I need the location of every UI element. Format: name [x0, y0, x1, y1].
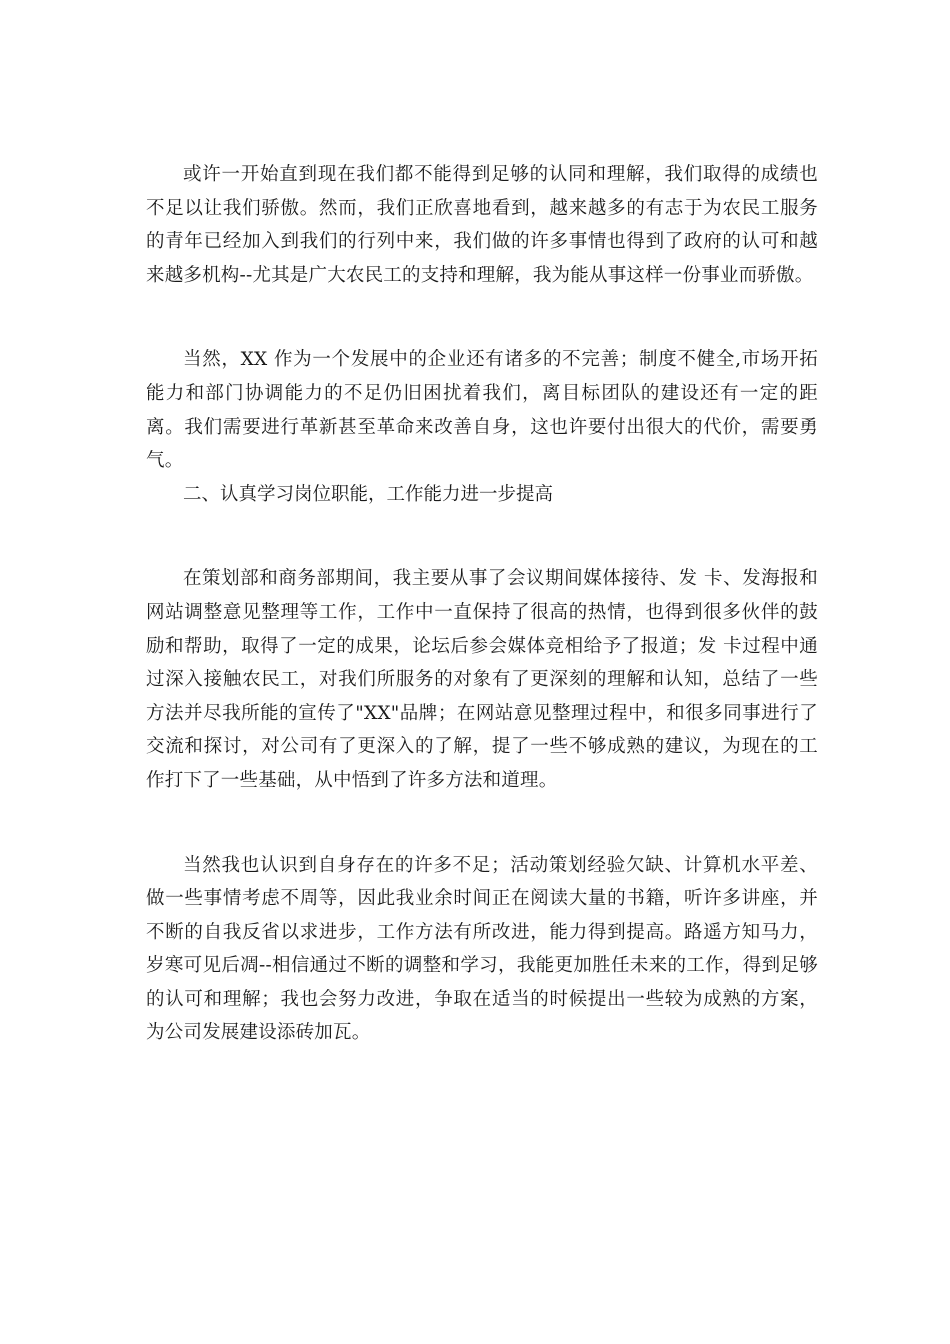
section-heading: 二、认真学习岗位职能，工作能力进一步提高: [183, 483, 554, 505]
paragraph-self-improvement: 当然我也认识到自身存在的许多不足；活动策划经验欠缺、计算机水平差、做一些事情考虑不周等，因此我业余时间正在阅读大量的书籍，听许多讲座，并不断的自我反省以求进步，工作方法有所改进，能力得到提高。路遥方知马力，岁寒可见后凋--相信通过不断的调整和学习，我能更加胜任未来的工作，得到足够的认可和理解；我也会努力改进，争取在适当的时候提出一些较为成熟的方案，为公司发展建设添砖加瓦。: [146, 854, 818, 1044]
paragraph-pride: 或许一开始直到现在我们都不能得到足够的认同和理解，我们取得的成绩也不足以让我们骄傲。然而，我们正欣喜地看到，越来越多的有志于为农民工服务的青年已经加入到我们的行列中来，我们做的许多事情也得到了政府的认可和越来越多机构--尤其是广大农民工的支持和理解，我为能从事这样一份事业而骄傲。: [146, 164, 818, 286]
paragraph-work-experience: 在策划部和商务部期间，我主要从事了会议期间媒体接待、发 卡、发海报和网站调整意见整理等工作，工作中一直保持了很高的热情，也得到很多伙伴的鼓励和帮助，取得了一定的成果，论坛后参会媒体竞相给予了报道；发 卡过程中通过深入接触农民工，对我们所服务的对象有了更深刻的理解和认知，总结了一些方法并尽我所能的宣传了"XX"品牌；在网站意见整理过程中，和很多同事进行了交流和探讨，对公司有了更深入的了解，提了一些不够成熟的建议，为现在的工作打下了一些基础，从中悟到了许多方法和道理。: [146, 568, 818, 791]
document-page: [146, 158, 818, 1050]
paragraph-shortcomings-company: 当然，XX 作为一个发展中的企业还有诸多的不完善；制度不健全,市场开拓能力和部门协调能力的不足仍旧困扰着我们，离目标团队的建设还有一定的距离。我们需要进行革新甚至革命来改善自身，这也许要付出很大的代价，需要勇气。: [146, 349, 818, 472]
